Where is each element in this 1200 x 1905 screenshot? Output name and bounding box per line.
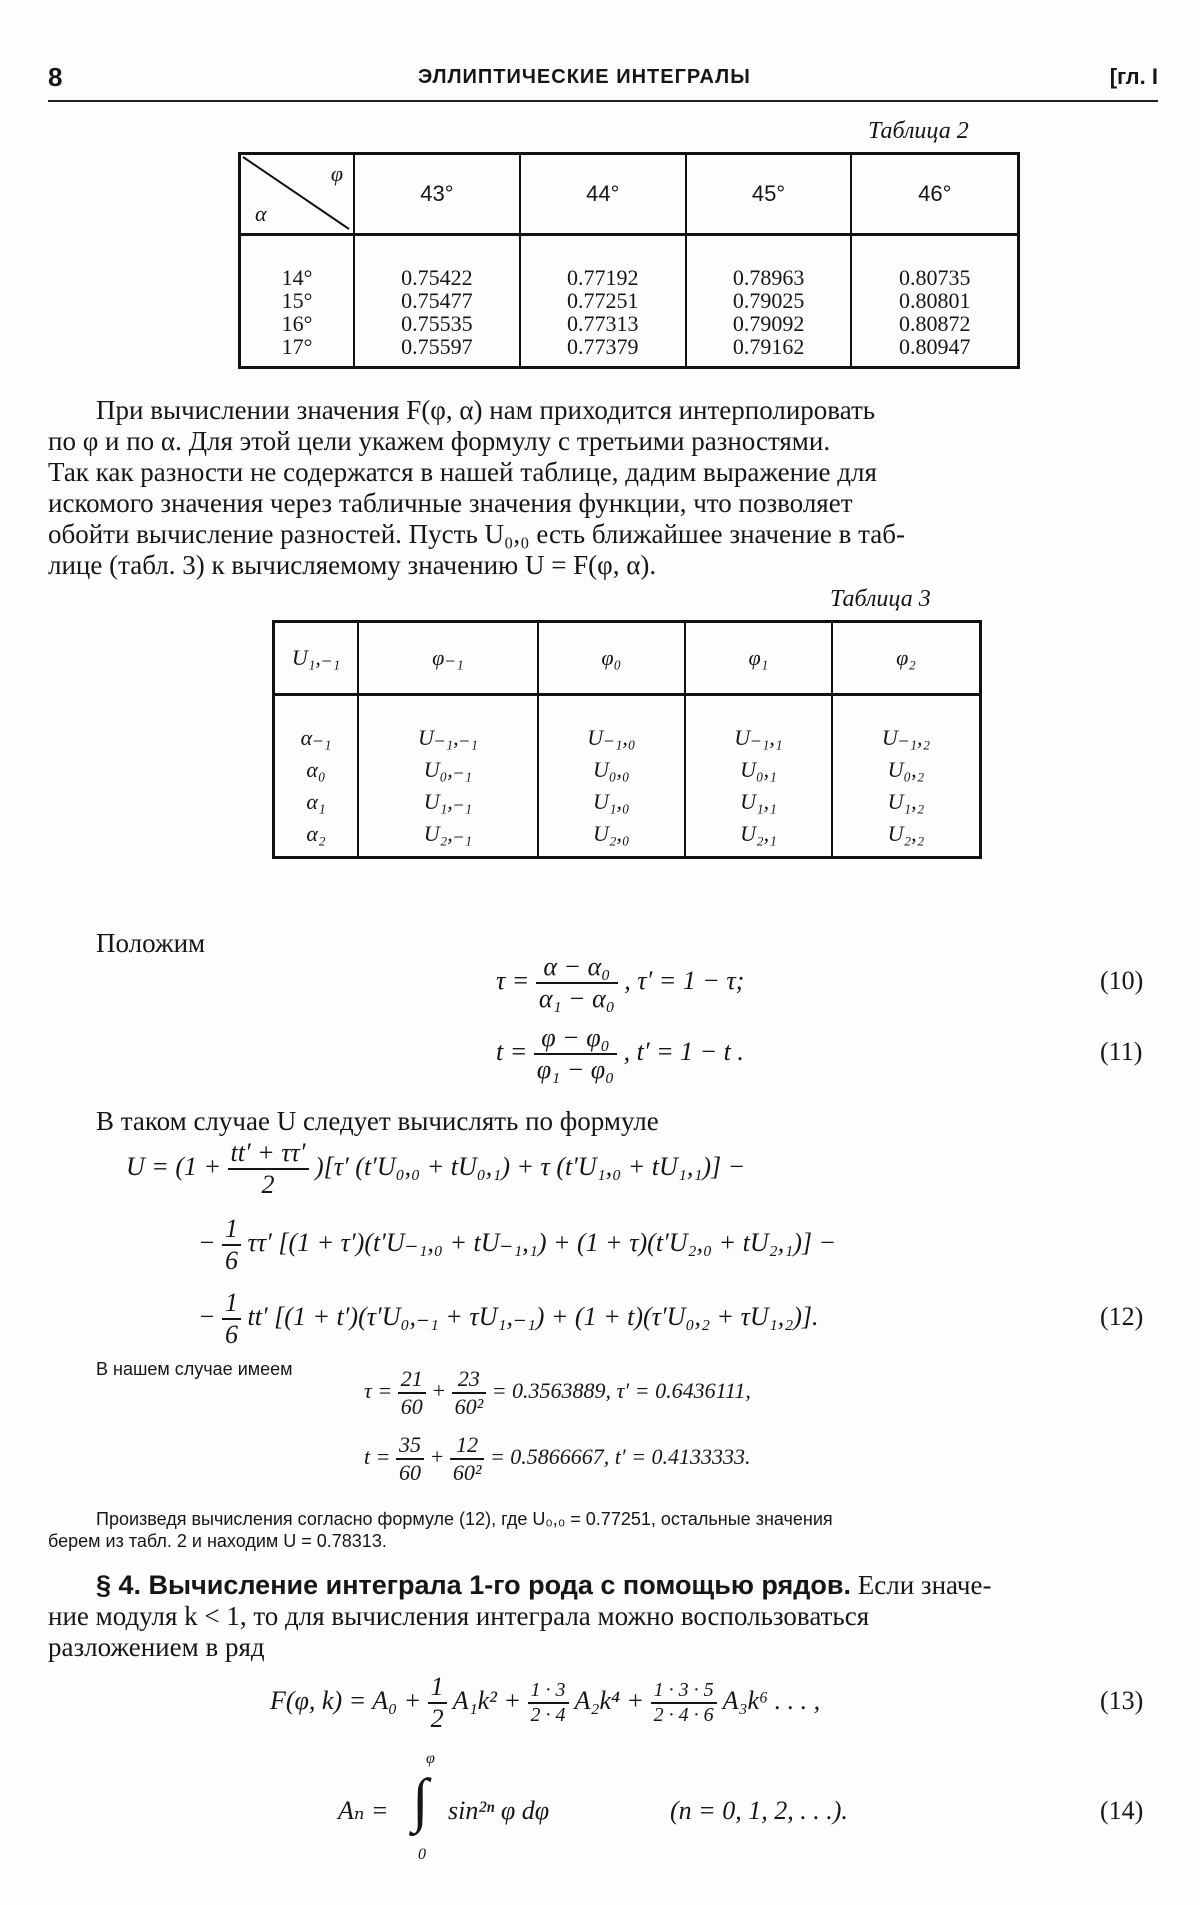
calc-fraction (398, 1366, 426, 1420)
eq12-fraction (222, 1288, 241, 1350)
table3-col-phi-minus1 (358, 695, 538, 858)
table-cell: 0.75422 (401, 265, 473, 290)
row-label: 14° (281, 265, 313, 290)
table3-col-phi2 (832, 695, 981, 858)
eq10-rhs: , τ′ = 1 − τ; (624, 965, 745, 995)
equation-12-line2 (198, 1214, 836, 1276)
table3-col-header: U₁,₋₁ (274, 622, 359, 695)
table-cell: U₂,₀ (593, 821, 630, 846)
paragraph-interpolation (48, 395, 1158, 581)
eq12-l2-pre: − (198, 1227, 216, 1257)
frac-den: 60 (400, 1394, 423, 1419)
table3-col-phi1 (685, 695, 832, 858)
frac-den: 2 (430, 1704, 444, 1733)
calc-fraction (452, 1366, 487, 1420)
equation-11 (496, 1023, 744, 1085)
text-line: искомого значения через табличные значения функции, что позволяет (48, 488, 853, 518)
frac-den: 60 (398, 1460, 421, 1485)
text-line: При вычислении значения F(φ, α) нам приходится интерполировать (96, 395, 876, 425)
table-cell: 0.77192 (566, 265, 639, 290)
eq12-den: 2 (261, 1170, 275, 1199)
frac-den: 2 · 4 · 6 (653, 1704, 714, 1726)
text-line: лице (табл. 3) к вычисляемому значению U = F(φ, α). (48, 550, 657, 580)
table3-caption: Таблица 3 (830, 586, 931, 612)
plus-sign: + (431, 1378, 447, 1404)
row-label: α₂ (306, 821, 326, 846)
eq10-fraction (536, 952, 618, 1014)
integral-lower: 0 (418, 1846, 426, 1863)
paragraph-formula-intro: В таком случае U следует вычислять по формуле (96, 1106, 659, 1136)
row-label: 16° (281, 311, 313, 336)
table-cell: U₁,₋₁ (423, 789, 473, 814)
table-cell: 0.79025 (732, 288, 805, 313)
eq11-num: φ − φ₀ (534, 1023, 617, 1055)
table-cell: 0.79092 (732, 311, 805, 336)
integral-upper: φ (426, 1750, 435, 1767)
equation-13 (270, 1672, 820, 1734)
eq12-den: 6 (225, 1246, 239, 1275)
section-heading: § 4. Вычисление интеграла 1-го рода с помощью рядов. (96, 1570, 851, 1600)
equation-14 (338, 1750, 898, 1870)
table-cell: U₀,₁ (740, 757, 777, 782)
calc-tau-pre: τ = (364, 1378, 393, 1404)
table-cell: U₀,₀ (593, 757, 630, 782)
frac-num: 21 (398, 1366, 426, 1394)
frac-num: 1 · 3 (528, 1679, 569, 1704)
table-cell: U₀,₋₁ (423, 757, 473, 782)
eq11-lhs: t = (496, 1036, 528, 1066)
table-cell: U₋₁,₁ (734, 725, 783, 750)
eq12-num: 1 (222, 1288, 241, 1320)
table2-caption: Таблица 2 (868, 118, 969, 144)
table-cell: U₁,₂ (887, 789, 925, 814)
eq11-rhs: , t′ = 1 − t . (623, 1036, 744, 1066)
frac-num: 1 (428, 1672, 447, 1704)
eq11-number: (11) (1100, 1037, 1143, 1066)
table-cell: U₂,₋₁ (423, 821, 473, 846)
row-label: α₀ (306, 757, 326, 782)
eq12-number: (12) (1100, 1302, 1144, 1331)
frac-den: 60² (452, 1460, 482, 1485)
eq14-integrand: sin²ⁿ φ dφ (448, 1796, 550, 1825)
eq10-number: (10) (1100, 966, 1144, 995)
text-case: В нашем случае имеем (96, 1359, 293, 1379)
table3-body (274, 695, 981, 858)
table2 (238, 152, 1020, 369)
table3-col-header: φ₋₁ (358, 622, 538, 695)
frac-den: 2 · 4 (530, 1704, 566, 1726)
eq12-fraction (222, 1214, 241, 1276)
table-cell: U₋₁,₂ (881, 725, 931, 750)
table2-col-43 (354, 235, 520, 368)
section-4 (48, 1570, 1158, 1663)
chapter-label: [гл. I (1109, 64, 1158, 89)
table-cell: 0.80801 (898, 288, 971, 313)
eq12-l1-pre: U = (1 + (126, 1151, 222, 1181)
table-cell: 0.75597 (401, 334, 473, 359)
row-label: α₋₁ (300, 725, 332, 750)
table-cell: 0.80735 (898, 265, 971, 290)
eq12-den: 6 (225, 1320, 239, 1349)
row-label: α₁ (306, 789, 326, 814)
table2-row-labels (240, 235, 355, 368)
table2-col-45 (686, 235, 852, 368)
eq13-fraction (651, 1679, 717, 1727)
table-cell: U₀,₂ (887, 757, 925, 782)
plus-sign: + (429, 1444, 445, 1470)
calc-t (364, 1432, 751, 1486)
table3-col-header: φ₂ (832, 622, 981, 695)
eq11-fraction (534, 1023, 617, 1085)
row-label: 15° (281, 288, 313, 313)
equation-12-line3 (198, 1288, 819, 1350)
note-line: Произведя вычисления согласно формуле (12), где U₀,₀ = 0.77251, остальные значения (96, 1509, 833, 1529)
table2-col-header: 44° (520, 154, 686, 235)
table-cell: 0.75477 (401, 288, 473, 313)
eq14-condition: (n = 0, 1, 2, . . .). (670, 1796, 848, 1825)
table-cell: 0.75535 (401, 311, 473, 336)
calc-fraction (396, 1432, 424, 1486)
table-cell: U₋₁,₀ (587, 725, 636, 750)
table-cell: 0.77379 (566, 334, 639, 359)
table2-col-header: 46° (851, 154, 1018, 235)
header-rule (48, 100, 1158, 102)
text-line: обойти вычисление разностей. Пусть U₀,₀ есть ближайшее значение в таб- (48, 519, 905, 549)
section-line: ние модуля k < 1, то для вычисления интеграла можно воспользоваться (48, 1601, 870, 1631)
eq13-number: (13) (1100, 1686, 1144, 1715)
table3-row-labels (274, 695, 359, 858)
note-line: берем из табл. 2 и находим U = 0.78313. (48, 1531, 387, 1551)
table2-col-header: 43° (354, 154, 520, 235)
table-cell: U₋₁,₋₁ (417, 725, 478, 750)
eq10-num: α − α₀ (536, 952, 618, 984)
corner-alpha: α (255, 201, 267, 226)
eq14-lhs: Aₙ = (338, 1796, 389, 1825)
table-cell: 0.77313 (566, 311, 639, 336)
calc-fraction (450, 1432, 485, 1486)
table-cell: 0.80872 (898, 311, 971, 336)
eq13-term: A₁k² + (452, 1685, 522, 1715)
eq11-den: φ₁ − φ₀ (536, 1055, 615, 1084)
text-line: по φ и по α. Для этой цели укажем формулу с третьими разностями. (48, 426, 831, 456)
row-label: 17° (281, 334, 313, 359)
text-line: Так как разности не содержатся в нашей таблице, дадим выражение для (48, 457, 877, 487)
table3 (272, 620, 982, 859)
table-cell: U₁,₁ (740, 789, 777, 814)
corner-phi: φ (330, 161, 343, 186)
table3-col-phi0 (538, 695, 685, 858)
eq13-fraction (428, 1672, 447, 1734)
table-cell: U₂,₁ (740, 821, 777, 846)
table-cell: U₂,₂ (887, 821, 925, 846)
eq12-l1-post: )[τ′ (t′U₀,₀ + tU₀,₁) + τ (t′U₁,₀ + tU₁,₁)] − (315, 1151, 746, 1181)
integral-sign: ∫ (412, 1767, 429, 1833)
table2-body (240, 235, 1019, 368)
frac-num: 1 · 3 · 5 (651, 1679, 717, 1704)
text-polozhim: Положим (96, 928, 206, 958)
calc-t-post: = 0.5866667, t′ = 0.4133333. (489, 1444, 751, 1470)
section-text: Если значе- (857, 1570, 992, 1600)
frac-num: 12 (450, 1432, 485, 1460)
note-result (48, 1508, 1158, 1552)
equation-10 (496, 952, 744, 1014)
table-cell: 0.78963 (732, 265, 805, 290)
calc-t-pre: t = (364, 1444, 391, 1470)
eq13-term: A₂k⁴ + (574, 1685, 645, 1715)
table-cell: U₁,₀ (593, 789, 630, 814)
table2-corner (240, 154, 355, 235)
table-cell: 0.79162 (732, 334, 805, 359)
page-number: 8 (48, 62, 63, 92)
calc-tau (364, 1366, 751, 1420)
table-cell: 0.80947 (898, 334, 971, 359)
eq12-num: tt′ + ττ′ (228, 1138, 309, 1170)
table2-col-44 (520, 235, 686, 368)
running-title: ЭЛЛИПТИЧЕСКИЕ ИНТЕГРАЛЫ (418, 66, 751, 88)
eq12-l3-post: tt′ [(1 + t′)(τ′U₀,₋₁ + τU₁,₋₁) + (1 + t)(τ′U₀,₂ + τU₁,₂)]. (247, 1301, 819, 1331)
eq13-post: A₃k⁶ . . . , (722, 1685, 821, 1715)
table-cell: 0.77251 (566, 288, 639, 313)
section-line: разложением в ряд (48, 1632, 265, 1662)
running-head (48, 56, 1158, 96)
table2-col-header: 45° (686, 154, 852, 235)
table3-col-header: φ₁ (685, 622, 832, 695)
eq14-number: (14) (1100, 1796, 1144, 1825)
calc-tau-post: = 0.3563889, τ′ = 0.6436111, (491, 1378, 751, 1404)
section-line (48, 1570, 1158, 1601)
eq10-den: α₁ − α₀ (538, 984, 615, 1013)
frac-num: 35 (396, 1432, 424, 1460)
eq13-fraction (528, 1679, 569, 1727)
equation-12-line1 (126, 1138, 745, 1200)
eq10-lhs: τ = (496, 965, 530, 995)
eq12-l2-post: ττ′ [(1 + τ′)(t′U₋₁,₀ + tU₋₁,₁) + (1 + τ)(t′U₂,₀ + tU₂,₁)] − (247, 1227, 837, 1257)
eq12-l3-pre: − (198, 1301, 216, 1331)
frac-num: 23 (452, 1366, 487, 1394)
table2-col-46 (851, 235, 1018, 368)
eq12-num: 1 (222, 1214, 241, 1246)
frac-den: 60² (454, 1394, 484, 1419)
eq13-pre: F(φ, k) = A₀ + (270, 1685, 422, 1715)
table3-col-header: φ₀ (538, 622, 685, 695)
eq12-fraction (228, 1138, 309, 1200)
